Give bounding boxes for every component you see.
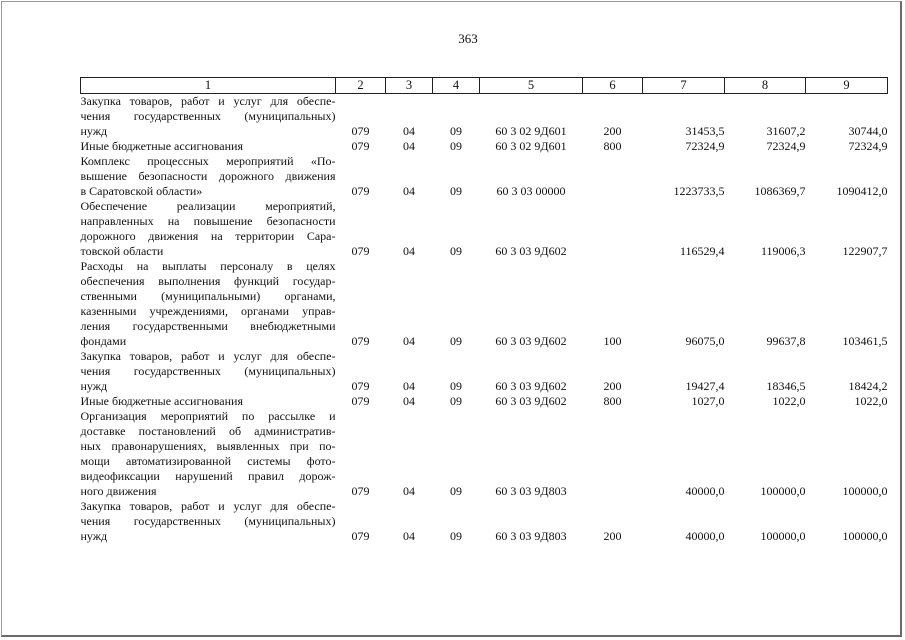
expense-type-code: 800 [603, 394, 622, 408]
section-code: 04 [403, 379, 415, 393]
description-line: казенными учреждениями, органами управ- [80, 304, 336, 318]
description-line: чения государственных (муниципальных) [80, 514, 336, 528]
table-row [81, 499, 888, 544]
subsection-code: 09 [450, 139, 462, 153]
target-article-code: 60 3 03 9Д602 [495, 379, 567, 393]
description-line: чения государственных (муниципальных) [80, 364, 336, 378]
column-header: 4 [433, 78, 480, 94]
description-line: нужд [80, 529, 108, 543]
expense-type-code: 200 [603, 124, 622, 138]
ministry-code: 079 [351, 529, 370, 543]
amount-year-3: 100000,0 [842, 484, 888, 498]
column-header: 3 [386, 78, 433, 94]
ministry-code: 079 [351, 394, 370, 408]
description-line: Иные бюджетные ассигнования [80, 394, 243, 408]
subsection-code: 09 [450, 184, 462, 198]
description-line: ления государственными внебюджетными [80, 319, 336, 333]
description-line: Закупка товаров, работ и услуг для обеспе- [80, 349, 336, 363]
target-article-code: 60 3 03 9Д803 [495, 484, 567, 498]
amount-year-3: 30744,0 [848, 124, 888, 138]
row-description [81, 154, 336, 199]
description-line: Иные бюджетные ассигнования [80, 139, 243, 153]
subsection-code: 09 [450, 334, 462, 348]
ministry-code: 079 [351, 184, 370, 198]
target-article-code: 60 3 03 9Д602 [495, 394, 567, 408]
amount-year-1: 116529,4 [679, 244, 725, 258]
amount-year-1: 96075,0 [685, 334, 725, 348]
description-line: обеспечения выполнения функций государ- [80, 274, 336, 288]
column-header: 9 [806, 78, 888, 94]
table-row [81, 409, 888, 499]
row-description [81, 499, 336, 544]
description-line: Комплекс процессных мероприятий «По- [80, 154, 336, 168]
table-row [81, 394, 888, 409]
amount-year-3: 100000,0 [842, 529, 888, 543]
amount-year-2: 99637,8 [766, 334, 806, 348]
description-line: вышение безопасности дорожного движения [80, 169, 336, 183]
amount-year-1: 40000,0 [685, 484, 725, 498]
expense-type-code [583, 409, 643, 499]
expense-type-code [583, 199, 643, 259]
section-code: 04 [403, 244, 415, 258]
description-line: ственными (муниципальными) органами, [80, 289, 336, 303]
section-code: 04 [403, 139, 415, 153]
row-description [81, 259, 336, 349]
description-line: чения государственных (муниципальных) [80, 109, 336, 123]
description-line: Расходы на выплаты персоналу в целях [80, 259, 336, 273]
ministry-code: 079 [351, 379, 370, 393]
description-line: фондами [80, 334, 127, 348]
row-description [81, 409, 336, 499]
section-code: 04 [403, 124, 415, 138]
subsection-code: 09 [450, 379, 462, 393]
amount-year-2: 1022,0 [772, 394, 806, 408]
description-line: в Саратовской области» [80, 184, 203, 198]
amount-year-3: 18424,2 [848, 379, 888, 393]
description-line: нужд [80, 379, 108, 393]
subsection-code: 09 [450, 124, 462, 138]
description-line: ного движения [80, 484, 157, 498]
description-line: Закупка товаров, работ и услуг для обеспе- [80, 499, 336, 513]
amount-year-1: 40000,0 [685, 529, 725, 543]
description-line: товской области [80, 244, 164, 258]
ministry-code: 079 [351, 139, 370, 153]
amount-year-2: 100000,0 [760, 529, 806, 543]
expense-type-code: 200 [603, 529, 622, 543]
table-row [81, 139, 888, 154]
description-line: мощи автоматизированной системы фото- [80, 454, 336, 468]
row-description [81, 394, 336, 409]
amount-year-1: 1223733,5 [673, 184, 725, 198]
table-row [81, 259, 888, 349]
amount-year-2: 1086369,7 [754, 184, 806, 198]
description-line: Закупка товаров, работ и услуг для обеспе- [80, 94, 336, 108]
expense-type-code: 200 [603, 379, 622, 393]
description-line: Обеспечение реализации мероприятий, [80, 199, 336, 213]
column-header: 5 [480, 78, 583, 94]
description-line: ных правонарушениях, выявленных при по- [80, 439, 336, 453]
description-line: нужд [80, 124, 108, 138]
amount-year-1: 19427,4 [685, 379, 725, 393]
amount-year-3: 122907,7 [842, 244, 888, 258]
section-code: 04 [403, 529, 415, 543]
row-description [81, 199, 336, 259]
expense-type-code: 800 [603, 139, 622, 153]
section-code: 04 [403, 394, 415, 408]
table-row [81, 349, 888, 394]
row-description [81, 349, 336, 394]
amount-year-2: 100000,0 [760, 484, 806, 498]
column-header: 2 [336, 78, 386, 94]
column-header: 6 [583, 78, 643, 94]
ministry-code: 079 [351, 244, 370, 258]
amount-year-1: 72324,9 [685, 139, 725, 153]
description-line: Организация мероприятий по рассылке и [80, 409, 336, 423]
expense-type-code: 100 [603, 334, 622, 348]
budget-table [80, 77, 888, 544]
table-row [81, 199, 888, 259]
description-line: видеофиксации нарушений правил дорож- [80, 469, 336, 483]
row-description [81, 94, 336, 140]
column-header: 7 [643, 78, 725, 94]
table-row [81, 154, 888, 199]
amount-year-1: 31453,5 [685, 124, 725, 138]
target-article-code: 60 3 03 9Д602 [495, 244, 567, 258]
column-header: 8 [725, 78, 806, 94]
amount-year-1: 1027,0 [691, 394, 725, 408]
section-code: 04 [403, 184, 415, 198]
target-article-code: 60 3 03 00000 [496, 184, 566, 198]
subsection-code: 09 [450, 244, 462, 258]
description-line: доставке постановлений об административ- [80, 424, 336, 438]
amount-year-2: 119006,3 [760, 244, 806, 258]
ministry-code: 079 [351, 334, 370, 348]
column-header: 1 [81, 78, 336, 94]
amount-year-2: 31607,2 [766, 124, 806, 138]
description-line: дорожного движения на территории Сара- [80, 229, 336, 243]
subsection-code: 09 [450, 484, 462, 498]
target-article-code: 60 3 02 9Д601 [495, 124, 567, 138]
amount-year-3: 72324,9 [848, 139, 888, 153]
subsection-code: 09 [450, 529, 462, 543]
ministry-code: 079 [351, 124, 370, 138]
page-number: 363 [458, 31, 478, 46]
table-row [81, 94, 888, 140]
amount-year-2: 72324,9 [766, 139, 806, 153]
target-article-code: 60 3 03 9Д602 [495, 334, 567, 348]
ministry-code: 079 [351, 484, 370, 498]
amount-year-3: 1090412,0 [836, 184, 888, 198]
header-row [81, 78, 888, 94]
amount-year-3: 1022,0 [854, 394, 888, 408]
description-line: направленных на повышение безопасности [80, 214, 336, 228]
table-body [81, 94, 888, 545]
target-article-code: 60 3 02 9Д601 [495, 139, 567, 153]
row-description [81, 139, 336, 154]
expense-type-code [583, 154, 643, 199]
amount-year-2: 18346,5 [766, 379, 806, 393]
subsection-code: 09 [450, 394, 462, 408]
amount-year-3: 103461,5 [842, 334, 888, 348]
section-code: 04 [403, 484, 415, 498]
target-article-code: 60 3 03 9Д803 [495, 529, 567, 543]
section-code: 04 [403, 334, 415, 348]
